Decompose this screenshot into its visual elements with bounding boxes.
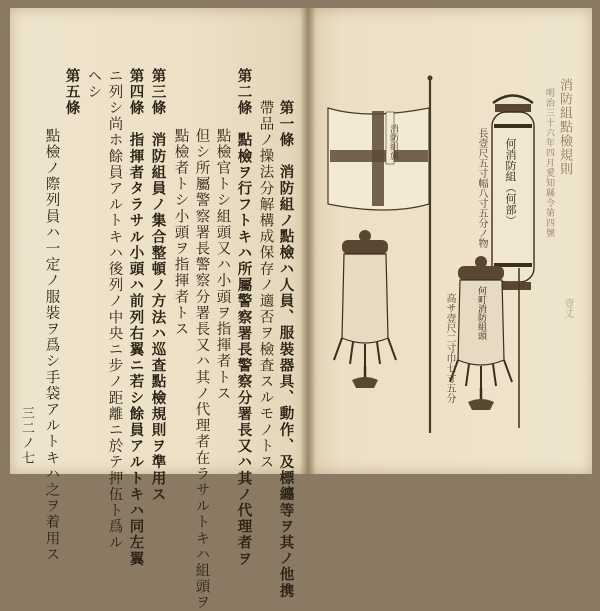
page-header: 消防組點檢規則 (557, 78, 572, 176)
flag-label: 消防組旗 (388, 124, 398, 160)
fire-brigade-illustration (308, 8, 592, 474)
article-column: 但シ所屬警察署長警察分署長又ハ其ノ代理者在ラサルトキハ組頭ヲ (193, 128, 210, 611)
lantern-label: 何消防組（何部） (504, 138, 517, 226)
article-column: ヘシ (85, 68, 102, 101)
book-gutter (300, 8, 316, 474)
article-column: ニ列シ尚ホ餘員アルトキハ後列ノ中央ニ步ノ距離ニ於テ押伍ト爲ル (106, 68, 123, 551)
right-page (308, 8, 592, 474)
article-column: 帶品ノ操法分解構成保存ノ適否ヲ檢査スルモノトス (257, 100, 274, 471)
standard-note: 高サ壹尺二寸巾七寸五分 (444, 293, 455, 403)
page-header-sub: 明治三十六年四月愛知縣令第四號 (544, 88, 554, 238)
article-column: 點檢者トシ小頭ヲ指揮者トス (172, 128, 189, 338)
article-column: 第五條 (63, 68, 81, 117)
book-spread (10, 8, 592, 611)
pole-note: 壹丈 (562, 298, 573, 318)
article-column: 第二條 點檢ヲ行フトキハ所屬警察署長警察分署長又ハ其ノ代理者ヲ (235, 68, 253, 568)
standard-text: 何町消防組頭 (476, 286, 486, 340)
article-column: 點檢官トシ組頭又ハ小頭ヲ指揮者トス (214, 128, 231, 402)
lantern-note: 長壹尺五寸幅八寸五分ノ物 (476, 128, 487, 248)
article-column: 第四條 指揮者タラサル小頭ハ前列右翼ニ若シ餘員アルトキハ同左翼 (127, 68, 145, 568)
left-page (10, 8, 308, 611)
article-column: 第三條 消防組員ノ集合整頓ノ方法ハ巡査點檢規則ヲ準用ス (149, 68, 167, 503)
article-column: 點檢ノ際列員ハ一定ノ服裝ヲ爲シ手袋アルトキハ之ヲ着用ス (43, 128, 60, 563)
article-column: 第一條 消防組ノ點檢ハ人員、服裝器具、動作、及標纏等ヲ其ノ他携 (277, 100, 295, 600)
page-number: 三二ノ七 (19, 406, 34, 466)
